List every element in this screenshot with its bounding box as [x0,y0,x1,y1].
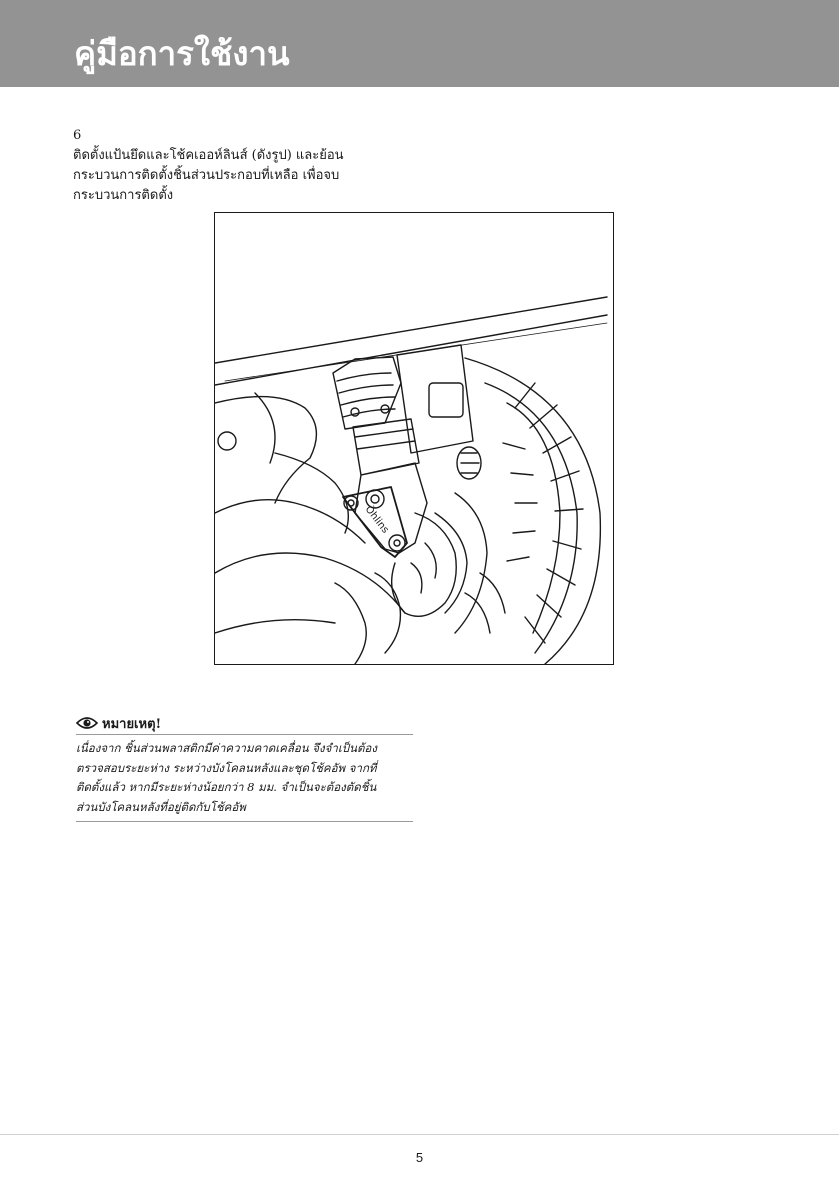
note-line: ติดตั้งแล้ว หากมีระยะห่างน้อยกว่า 8 มม. จำเป็นจะต้องตัดชิ้น [76,780,377,794]
eye-icon [76,716,98,730]
note-body [76,739,413,822]
step-number: 6 [73,128,82,143]
ohlins-brand-label: Öhlins [362,504,391,536]
page-number: 5 [415,1150,424,1165]
note-line: ส่วนบังโคลนหลังที่อยู่ติดกับโช้คอัพ [76,799,246,814]
header-bar [0,0,839,87]
note-title: หมายเหตุ! [102,716,162,732]
footer-divider [0,1134,839,1135]
step-instructions [73,146,393,206]
step-line: ติดตั้งแป้นยึดและโช้คเออห์ลินส์ (ดังรูป) และย้อน [73,148,344,163]
step-line: กระบวนการติดตั้งชิ้นส่วนประกอบที่เหลือ เพื่อจบ [73,168,340,183]
shock-absorber-line-drawing [215,213,613,664]
note-line: ตรวจสอบระยะห่าง ระหว่างบังโคลนหลังและชุดโช้คอัพ จากที่ [76,760,377,775]
note-header [76,712,413,735]
installation-figure [214,212,614,665]
page-title: คู่มือการใช้งาน [74,34,290,73]
step-line: กระบวนการติดตั้ง [73,188,174,203]
note-line: เนื่องจาก ชิ้นส่วนพลาสติกมีค่าความคาดเคลื่อน จึงจำเป็นต้อง [76,741,377,755]
note-box [76,712,413,822]
